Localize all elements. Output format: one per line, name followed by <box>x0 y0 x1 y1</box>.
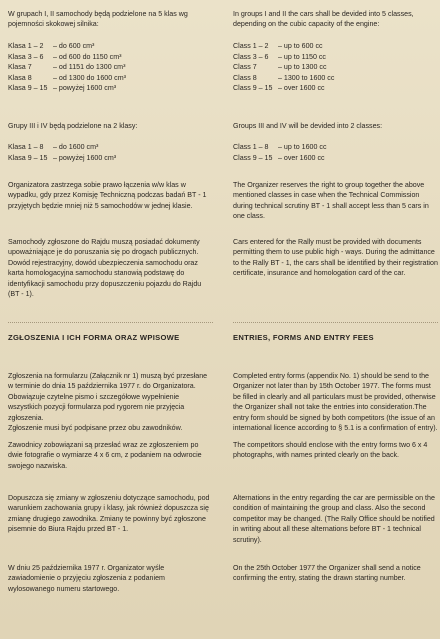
class-name: Class 8 <box>233 73 257 82</box>
polish-signed: Zgłoszenie musi być podpisane przez obu zawodników. <box>8 424 183 433</box>
class-row <box>233 62 438 73</box>
class-range: – do 600 cm³ <box>53 42 95 50</box>
class-range: – do 1600 cm³ <box>53 143 99 151</box>
class-name: Klasa 7 <box>8 63 32 72</box>
english-intro-groups-3-4: Groups III and IV will be devided into 2 classes: <box>233 122 383 130</box>
class-name: Class 1 – 8 <box>233 143 269 151</box>
english-organizer-reserves: The Organizer reserves the right to group together the above mentioned classes in case when the Technical Commission during technical scrutiny BT - 1 shall accept less than 5 cars in one class. <box>233 181 429 221</box>
class-range: – over 1600 cc <box>278 153 325 162</box>
class-range: – 1300 to 1600 cc <box>278 73 335 82</box>
polish-classes-groups-1-2 <box>8 41 213 94</box>
class-row <box>8 153 213 164</box>
class-range: – powyżej 1600 cm³ <box>53 84 117 93</box>
english-entry-forms: Completed entry forms (appendix No. 1) should be send to the Organizer not later than by 15th October 1977. The forms must be filled in clearly and all particulars must be provided, otherwise the Organizer shall not take the entries into consideration.The entry form should be signed by both competitors (the issue of an international licence according to § 5.1 is a confirmation of entry). <box>233 372 438 433</box>
class-row <box>8 73 213 84</box>
class-range: – od 1151 do 1300 cm³ <box>53 63 126 72</box>
class-name: Klasa 8 <box>8 73 32 82</box>
class-row <box>8 142 213 153</box>
class-row <box>233 73 438 84</box>
class-row <box>233 41 438 52</box>
polish-organizer-reserves: Organizatora zastrzega sobie prawo łączenia w/w klas w wypadku, gdy przez Komisję Techniczną podczas badań BT - 1 przyjętych będzie mniej niż 5 samochodów w jednej klasie. <box>8 181 207 210</box>
polish-documents: Samochody zgłoszone do Rajdu muszą posiadać dokumenty upoważniające je do poruszania się po drogach publicznych. Dowód rejestracyjny, dowód ubezpieczenia samochodu oraz karta homologacyjna samochodu stanowią podstawę do identyfikacji samochodu przy dopuszczeniu pojazdu do Rajdu (BT - 1). <box>8 238 202 299</box>
class-row <box>233 142 438 153</box>
class-name: Klasa 9 – 15 <box>8 153 48 162</box>
class-range: – up to 1150 cc <box>278 52 326 61</box>
english-classes-groups-1-2 <box>233 41 438 94</box>
section-divider <box>8 322 213 323</box>
polish-entry-forms: Zgłoszenia na formularzu (Załącznik nr 1) muszą być przesłane w terminie do dnia 15 października 1977 r. do Organizatora. Obowiązuje czytelne pismo i szczegółowe wypełnienie wszystkich pozycji formularza pod rygorem nie przyjęcia zgłoszenia. Zgłoszenie musi być podpisane przez obu zawodników. <box>8 371 213 433</box>
english-photos: The competitors should enclose with the entry forms two 6 x 4 photographs, with names printed clearly on the back. <box>233 441 428 460</box>
class-name: Klasa 9 – 15 <box>8 84 48 93</box>
class-name: Klasa 1 – 8 <box>8 143 44 151</box>
english-notice: On the 25th October 1977 the Organizer shall send a notice confirming the entry, stating the drawn starting number. <box>233 564 421 583</box>
class-row <box>8 83 213 94</box>
class-range: – od 600 do 1150 cm³ <box>53 52 122 61</box>
polish-section-heading: ZGŁOSZENIA I ICH FORMA ORAZ WPISOWE <box>8 333 180 342</box>
class-name: Klasa 3 – 6 <box>8 52 44 61</box>
class-name: Class 3 – 6 <box>233 52 269 61</box>
polish-intro-groups-3-4: Grupy III i IV będą podzielone na 2 klasy: <box>8 122 138 130</box>
class-name: Class 1 – 2 <box>233 42 269 50</box>
class-row <box>8 41 213 52</box>
polish-photos: Zawodnicy zobowiązani są przesłać wraz ze zgłoszeniem po dwie fotografie o wymiarze 4 x 6 cm, z podaniem na odwrocie swojego nazwiska. <box>8 441 202 470</box>
class-row <box>233 52 438 63</box>
class-range: – powyżej 1600 cm³ <box>53 153 117 162</box>
polish-intro: W grupach I, II samochody będą podzielone na 5 klas wg pojemności skokowej silnika: <box>8 10 188 29</box>
english-changes: Alternations in the entry regarding the car are permissible on the condition of maintaining the group and class. Also the second competitor may be changed. (The Rally Office should be notified in writing about all these alternations before BT - 1 technical scrutiny). <box>233 494 435 544</box>
class-range: – over 1600 cc <box>278 84 325 93</box>
class-name: Class 7 <box>233 63 257 72</box>
polish-changes: Dopuszcza się zmiany w zgłoszeniu dotyczące samochodu, pod warunkiem zachowania grupy i klasy, jak również dopuszcza się zmianę drugiego zawodnika. Zmiany te powinny być zgłoszone pisemnie do Biura Rajdu przed BT - 1. <box>8 494 210 534</box>
polish-notice: W dniu 25 października 1977 r. Organizator wyśle zawiadomienie o przyjęciu zgłoszenia z podaniem wylosowanego numeru startowego. <box>8 564 165 593</box>
class-range: – up to 1600 cc <box>278 143 327 151</box>
polish-classes-groups-3-4 <box>8 142 213 163</box>
english-documents: Cars entered for the Rally must be provided with documents permitting them to use public high - ways. During the admittance to the Rally BT - 1, the cars shall be identified by their registration certificate, insurance and homologation card of the car. <box>233 238 438 278</box>
class-name: Class 9 – 15 <box>233 153 273 162</box>
english-classes-groups-3-4 <box>233 142 438 163</box>
class-range: – up to 1300 cc <box>278 63 327 72</box>
class-row <box>233 153 438 164</box>
english-intro: In groups I and II the cars shall be devided into 5 classes, depending on the cubic capacity of the engine: <box>233 10 414 29</box>
class-range: – up to 600 cc <box>278 42 323 50</box>
class-row <box>233 83 438 94</box>
class-name: Klasa 1 – 2 <box>8 42 44 50</box>
class-name: Class 9 – 15 <box>233 84 273 93</box>
english-section-heading: ENTRIES, FORMS AND ENTRY FEES <box>233 333 374 342</box>
class-row <box>8 52 213 63</box>
class-range: – od 1300 do 1600 cm³ <box>53 73 126 82</box>
section-divider <box>233 322 438 323</box>
class-row <box>8 62 213 73</box>
